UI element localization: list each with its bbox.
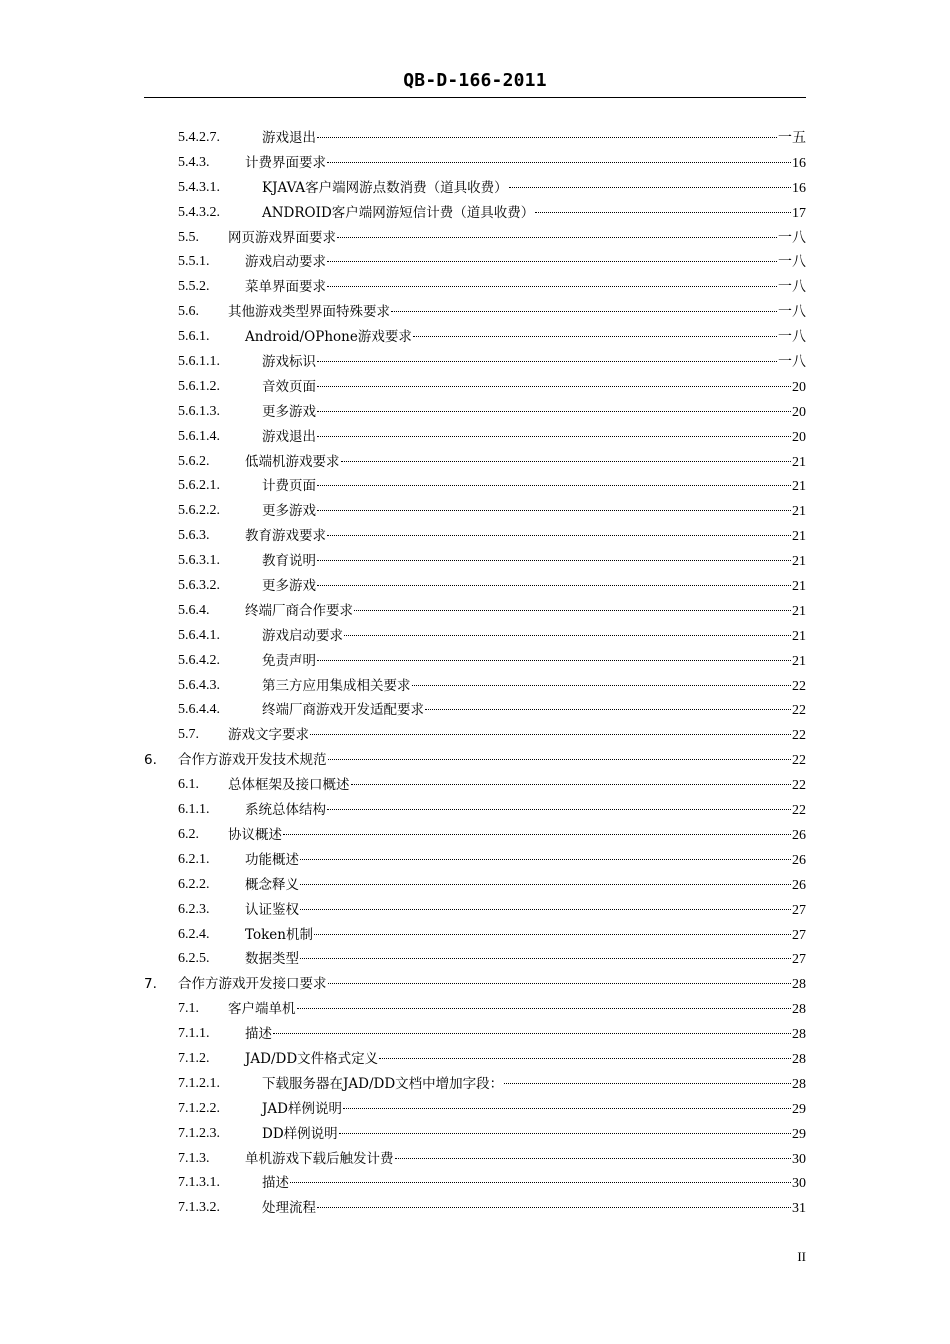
toc-entry-body bbox=[245, 798, 806, 824]
toc-dot-leader bbox=[413, 335, 777, 337]
toc-entry[interactable] bbox=[144, 923, 806, 948]
toc-entry-number: 6.1. bbox=[178, 777, 199, 793]
toc-entry-page: 一八 bbox=[778, 355, 806, 371]
toc-entry[interactable] bbox=[144, 250, 806, 275]
toc-entry[interactable] bbox=[144, 574, 806, 599]
toc-entry-title: 单机游戏下载后触发计费 bbox=[245, 1150, 394, 1167]
toc-entry[interactable] bbox=[144, 898, 806, 923]
toc-dot-leader bbox=[343, 1107, 791, 1109]
toc-entry-page: 30 bbox=[792, 1176, 806, 1192]
toc-entry-body bbox=[262, 649, 806, 675]
toc-entry-title: JAD样例说明 bbox=[262, 1100, 342, 1117]
toc-entry-title: 计费页面 bbox=[262, 478, 316, 495]
toc-entry-body bbox=[245, 151, 806, 177]
toc-entry[interactable] bbox=[144, 375, 806, 400]
toc-entry[interactable] bbox=[144, 474, 806, 499]
toc-dot-leader bbox=[354, 609, 791, 611]
toc-entry-page: 21 bbox=[792, 653, 806, 669]
toc-entry-number: 7.1.3.2. bbox=[178, 1200, 220, 1216]
toc-dot-leader bbox=[327, 161, 791, 163]
toc-entry[interactable] bbox=[144, 773, 806, 798]
toc-entry[interactable] bbox=[144, 151, 806, 176]
toc-dot-leader bbox=[314, 933, 791, 935]
toc-entry-page: 28 bbox=[792, 1051, 806, 1067]
toc-entry-page: 26 bbox=[792, 852, 806, 868]
toc-entry-page: 21 bbox=[792, 628, 806, 644]
toc-entry-title: 数据类型 bbox=[245, 951, 299, 968]
toc-entry-number: 5.6.1. bbox=[178, 329, 210, 345]
toc-entry[interactable] bbox=[144, 947, 806, 972]
toc-entry[interactable] bbox=[144, 300, 806, 325]
toc-entry-number: 6. bbox=[144, 752, 157, 769]
page-header bbox=[144, 70, 806, 98]
toc-entry-page: 28 bbox=[792, 1027, 806, 1043]
toc-entry-title: 教育游戏要求 bbox=[245, 528, 326, 545]
toc-entry-title: KJAVA客户端网游点数消费（道具收费） bbox=[262, 179, 508, 196]
toc-dot-leader bbox=[391, 310, 777, 312]
toc-dot-leader bbox=[317, 559, 791, 561]
toc-entry-body bbox=[245, 848, 806, 874]
toc-dot-leader bbox=[351, 783, 792, 785]
toc-entry-body bbox=[245, 524, 806, 550]
toc-dot-leader bbox=[412, 684, 792, 686]
toc-entry-number: 5.6.4.3. bbox=[178, 677, 220, 693]
toc-entry-title: 第三方应用集成相关要求 bbox=[262, 677, 411, 694]
toc-entry-body bbox=[262, 1196, 806, 1222]
toc-entry-title: 处理流程 bbox=[262, 1200, 316, 1217]
toc-entry[interactable] bbox=[144, 649, 806, 674]
toc-dot-leader bbox=[504, 1082, 791, 1084]
toc-entry-page: 28 bbox=[792, 977, 806, 993]
toc-entry-body bbox=[228, 723, 806, 749]
toc-entry[interactable] bbox=[144, 723, 806, 748]
toc-entry-page: 26 bbox=[792, 877, 806, 893]
toc-entry-number: 6.2.1. bbox=[178, 851, 210, 867]
toc-entry-body bbox=[228, 300, 806, 326]
toc-entry-title: 概念释义 bbox=[245, 876, 299, 893]
toc-entry[interactable] bbox=[144, 798, 806, 823]
toc-entry-title: 总体框架及接口概述 bbox=[228, 777, 350, 794]
toc-entry[interactable] bbox=[144, 674, 806, 699]
toc-entry-title: 认证鉴权 bbox=[245, 901, 299, 918]
toc-entry-number: 5.6.4.4. bbox=[178, 702, 220, 718]
toc-dot-leader bbox=[317, 410, 791, 412]
toc-entry-number: 5.6.3.2. bbox=[178, 578, 220, 594]
toc-entry-title: 游戏退出 bbox=[262, 428, 316, 445]
toc-entry-body bbox=[262, 1097, 806, 1123]
toc-dot-leader bbox=[273, 1032, 791, 1034]
toc-entry-body bbox=[245, 1147, 806, 1173]
toc-entry-body bbox=[262, 350, 806, 376]
toc-entry-number: 6.2.4. bbox=[178, 926, 210, 942]
toc-entry-page: 30 bbox=[792, 1151, 806, 1167]
toc-entry-title: 描述 bbox=[262, 1175, 289, 1192]
toc-entry[interactable] bbox=[144, 549, 806, 574]
toc-entry-page: 21 bbox=[792, 579, 806, 595]
document-code: QB-D-166-2011 bbox=[403, 70, 547, 91]
toc-entry-body bbox=[262, 624, 806, 650]
toc-entry[interactable] bbox=[144, 1196, 806, 1221]
toc-entry[interactable] bbox=[144, 823, 806, 848]
toc-entry-body bbox=[262, 1072, 806, 1098]
toc-entry-number: 5.4.3. bbox=[178, 154, 210, 170]
toc-entry-number: 5.6.1.2. bbox=[178, 378, 220, 394]
toc-entry-number: 5.4.3.1. bbox=[178, 179, 220, 195]
toc-entry-title: 教育说明 bbox=[262, 553, 316, 570]
toc-dot-leader bbox=[317, 659, 791, 661]
toc-entry-number: 6.2.3. bbox=[178, 901, 210, 917]
toc-entry-page: 22 bbox=[792, 728, 806, 744]
toc-entry[interactable] bbox=[144, 524, 806, 549]
toc-dot-leader bbox=[328, 982, 792, 984]
toc-entry-title: 游戏文字要求 bbox=[228, 727, 309, 744]
toc-entry-page: 27 bbox=[792, 952, 806, 968]
toc-entry[interactable] bbox=[144, 275, 806, 300]
toc-entry-number: 5.6.2.2. bbox=[178, 503, 220, 519]
page-number: II bbox=[797, 1249, 806, 1264]
toc-entry-title: 免责声明 bbox=[262, 652, 316, 669]
toc-entry[interactable] bbox=[144, 748, 806, 773]
toc-entry[interactable] bbox=[144, 176, 806, 201]
toc-dot-leader bbox=[327, 808, 791, 810]
toc-entry-title: 下载服务器在JAD/DD文档中增加字段： bbox=[262, 1075, 504, 1092]
toc-entry-number: 7.1.3. bbox=[178, 1150, 210, 1166]
toc-dot-leader bbox=[300, 908, 791, 910]
toc-entry-body bbox=[178, 972, 806, 998]
toc-entry-title: 游戏启动要求 bbox=[245, 254, 326, 271]
toc-entry-title: 更多游戏 bbox=[262, 503, 316, 520]
toc-entry-body bbox=[245, 325, 806, 351]
toc-entry-body bbox=[228, 226, 806, 252]
toc-entry-number: 6.1.1. bbox=[178, 802, 210, 818]
toc-entry-page: 一八 bbox=[778, 305, 806, 321]
toc-entry-title: 更多游戏 bbox=[262, 578, 316, 595]
toc-entry-number: 5.6.4.1. bbox=[178, 627, 220, 643]
toc-entry-body bbox=[245, 275, 806, 301]
toc-entry-page: 26 bbox=[792, 827, 806, 843]
toc-entry-number: 5.6.2. bbox=[178, 453, 210, 469]
toc-entry[interactable] bbox=[144, 499, 806, 524]
toc-entry-page: 29 bbox=[792, 1126, 806, 1142]
toc-dot-leader bbox=[337, 236, 777, 238]
toc-entry-title: JAD/DD文件格式定义 bbox=[245, 1050, 379, 1067]
toc-dot-leader bbox=[317, 509, 791, 511]
toc-dot-leader bbox=[341, 460, 792, 462]
toc-entry-number: 7. bbox=[144, 976, 157, 993]
toc-entry[interactable] bbox=[144, 599, 806, 624]
toc-entry[interactable] bbox=[144, 972, 806, 997]
toc-entry-title: ANDROID客户端网游短信计费（道具收费） bbox=[262, 204, 535, 221]
toc-entry-title: 网页游戏界面要求 bbox=[228, 229, 336, 246]
toc-entry-page: 20 bbox=[792, 379, 806, 395]
toc-dot-leader bbox=[300, 858, 791, 860]
toc-entry-body bbox=[245, 1047, 806, 1073]
toc-entry-title: 终端厂商合作要求 bbox=[245, 602, 353, 619]
toc-entry-number: 7.1.2.2. bbox=[178, 1100, 220, 1116]
toc-dot-leader bbox=[310, 733, 791, 735]
toc-entry-number: 5.6.3. bbox=[178, 528, 210, 544]
toc-entry-body bbox=[228, 997, 806, 1023]
toc-entry-title: 音效页面 bbox=[262, 378, 316, 395]
toc-entry-body bbox=[245, 250, 806, 276]
toc-entry-page: 一八 bbox=[778, 280, 806, 296]
toc-entry-page: 17 bbox=[792, 205, 806, 221]
toc-dot-leader bbox=[327, 260, 777, 262]
toc-entry-number: 5.7. bbox=[178, 727, 199, 743]
toc-entry-body bbox=[228, 773, 806, 799]
toc-dot-leader bbox=[339, 1132, 791, 1134]
toc-dot-leader bbox=[509, 186, 791, 188]
toc-entry-title: Token机制 bbox=[245, 926, 313, 943]
toc-entry-body bbox=[262, 549, 806, 575]
toc-dot-leader bbox=[317, 360, 777, 362]
toc-entry[interactable] bbox=[144, 226, 806, 251]
toc-entry-page: 22 bbox=[792, 678, 806, 694]
toc-entry-title: 游戏退出 bbox=[262, 130, 316, 146]
toc-entry[interactable] bbox=[144, 848, 806, 873]
toc-entry-body bbox=[245, 923, 806, 949]
toc-entry-page: 21 bbox=[792, 603, 806, 619]
toc-entry-number: 7.1.3.1. bbox=[178, 1175, 220, 1191]
toc-dot-leader bbox=[379, 1057, 791, 1059]
toc-entry-body bbox=[262, 574, 806, 600]
toc-entry-title: 合作方游戏开发接口要求 bbox=[178, 976, 327, 993]
toc-entry-body bbox=[262, 176, 806, 202]
toc-entry-title: 合作方游戏开发技术规范 bbox=[178, 752, 327, 769]
toc-entry[interactable] bbox=[144, 400, 806, 425]
toc-entry-title: 描述 bbox=[245, 1026, 272, 1043]
toc-entry-body bbox=[262, 1122, 806, 1148]
toc-entry[interactable] bbox=[144, 1022, 806, 1047]
toc-entry[interactable] bbox=[144, 997, 806, 1022]
toc-entry-title: 功能概述 bbox=[245, 851, 299, 868]
toc-entry-number: 5.6.4. bbox=[178, 602, 210, 618]
toc-dot-leader bbox=[317, 385, 791, 387]
toc-entry-page: 20 bbox=[792, 429, 806, 445]
toc-entry-number: 6.2.5. bbox=[178, 951, 210, 967]
toc-entry[interactable] bbox=[144, 1171, 806, 1196]
toc-entry[interactable] bbox=[144, 624, 806, 649]
toc-entry-page: 22 bbox=[792, 753, 806, 769]
toc-entry-number: 5.6.1.1. bbox=[178, 354, 220, 370]
toc-dot-leader bbox=[344, 634, 791, 636]
toc-entry-page: 21 bbox=[792, 479, 806, 495]
toc-entry-number: 5.5.1. bbox=[178, 254, 210, 270]
toc-entry-title: 协议概述 bbox=[228, 826, 282, 843]
toc-entry-body bbox=[245, 450, 806, 476]
toc-entry-page: 21 bbox=[792, 554, 806, 570]
toc-entry[interactable] bbox=[144, 873, 806, 898]
toc-entry[interactable] bbox=[144, 425, 806, 450]
toc-dot-leader bbox=[290, 1181, 791, 1183]
toc-entry-body bbox=[262, 674, 806, 700]
toc-entry-page: 22 bbox=[792, 803, 806, 819]
toc-entry-number: 7.1.2. bbox=[178, 1050, 210, 1066]
toc-entry[interactable] bbox=[144, 698, 806, 723]
toc-entry-number: 7.1.2.1. bbox=[178, 1075, 220, 1091]
toc-entry-body bbox=[262, 400, 806, 426]
toc-entry-page: 16 bbox=[792, 180, 806, 196]
toc-entry-number: 5.5.2. bbox=[178, 279, 210, 295]
toc-entry-body bbox=[245, 1022, 806, 1048]
toc-entry[interactable] bbox=[144, 201, 806, 226]
toc-entry[interactable] bbox=[144, 1047, 806, 1072]
toc-dot-leader bbox=[300, 883, 791, 885]
toc-entry-page: 一八 bbox=[778, 255, 806, 271]
toc-entry-body bbox=[178, 748, 806, 774]
toc-entry-title: DD样例说明 bbox=[262, 1125, 338, 1142]
toc-dot-leader bbox=[317, 1206, 791, 1208]
toc-entry-title: 其他游戏类型界面特殊要求 bbox=[228, 304, 390, 321]
toc-dot-leader bbox=[328, 758, 792, 760]
toc-entry-page: 22 bbox=[792, 703, 806, 719]
toc-entry-body bbox=[228, 823, 806, 849]
toc-entry[interactable] bbox=[144, 1147, 806, 1172]
toc-entry-number: 7.1.1. bbox=[178, 1026, 210, 1042]
toc-entry-number: 5.6.3.1. bbox=[178, 553, 220, 569]
toc-entry-page: 28 bbox=[792, 1002, 806, 1018]
toc-entry-number: 5.6.1.4. bbox=[178, 428, 220, 444]
toc-entry-title: 系统总体结构 bbox=[245, 802, 326, 819]
toc-entry-page: 29 bbox=[792, 1101, 806, 1117]
toc-dot-leader bbox=[425, 708, 791, 710]
toc-entry-number: 5.6.2.1. bbox=[178, 478, 220, 494]
toc-entry-body bbox=[245, 898, 806, 924]
toc-entry[interactable] bbox=[144, 1122, 806, 1147]
toc-entry-body bbox=[262, 499, 806, 525]
toc-entry-number: 5.4.2.7. bbox=[178, 130, 220, 145]
toc-entry-body bbox=[262, 425, 806, 451]
toc-entry-title: 游戏标识 bbox=[262, 354, 316, 371]
toc-entry-body bbox=[245, 873, 806, 899]
toc-entry-number: 5.6. bbox=[178, 304, 199, 320]
toc-dot-leader bbox=[317, 435, 791, 437]
toc-entry-body bbox=[262, 1171, 806, 1197]
toc-entry-page: 一八 bbox=[778, 330, 806, 346]
toc-dot-leader bbox=[300, 957, 791, 959]
toc-entry-body bbox=[262, 201, 806, 227]
toc-entry-body bbox=[245, 599, 806, 625]
toc-entry-title: 菜单界面要求 bbox=[245, 279, 326, 296]
toc-entry-page: 22 bbox=[792, 778, 806, 794]
toc-entry[interactable] bbox=[144, 1072, 806, 1097]
toc-entry-page: 一八 bbox=[778, 230, 806, 246]
toc-dot-leader bbox=[317, 484, 791, 486]
toc-entry-number: 5.4.3.2. bbox=[178, 204, 220, 220]
toc-entry-page: 20 bbox=[792, 404, 806, 420]
toc-entry[interactable] bbox=[144, 450, 806, 475]
toc-entry-title: 更多游戏 bbox=[262, 403, 316, 420]
toc-entry-number: 5.6.4.2. bbox=[178, 652, 220, 668]
toc-entry-number: 7.1.2.3. bbox=[178, 1125, 220, 1141]
toc-entry-title: Android/OPhone游戏要求 bbox=[245, 329, 412, 346]
toc-entry-title: 客户端单机 bbox=[228, 1001, 296, 1018]
toc-entry-title: 终端厂商游戏开发适配要求 bbox=[262, 702, 424, 719]
toc-entry[interactable] bbox=[144, 325, 806, 350]
toc-entry-page: 21 bbox=[792, 454, 806, 470]
toc-entry-page: 21 bbox=[792, 529, 806, 545]
toc-entry-page: 16 bbox=[792, 155, 806, 171]
toc-entry[interactable] bbox=[144, 350, 806, 375]
toc-dot-leader bbox=[327, 285, 777, 287]
toc-entry-page: 21 bbox=[792, 504, 806, 520]
toc-entry-number: 5.6.1.3. bbox=[178, 403, 220, 419]
table-of-contents bbox=[144, 126, 806, 1221]
toc-dot-leader bbox=[297, 1007, 792, 1009]
toc-entry-page: 28 bbox=[792, 1076, 806, 1092]
toc-entry-page: 27 bbox=[792, 927, 806, 943]
toc-entry-page: 27 bbox=[792, 902, 806, 918]
toc-dot-leader bbox=[535, 211, 791, 213]
toc-entry[interactable] bbox=[144, 1097, 806, 1122]
toc-entry-number: 6.2. bbox=[178, 826, 199, 842]
toc-dot-leader bbox=[317, 584, 791, 586]
toc-entry-title: 计费界面要求 bbox=[245, 154, 326, 171]
toc-dot-leader bbox=[283, 833, 791, 835]
toc-entry-number: 5.5. bbox=[178, 229, 199, 245]
toc-entry-body bbox=[262, 375, 806, 401]
toc-entry-body bbox=[245, 947, 806, 973]
toc-entry-title: 低端机游戏要求 bbox=[245, 453, 340, 470]
toc-entry-number: 6.2.2. bbox=[178, 876, 210, 892]
toc-dot-leader bbox=[395, 1157, 792, 1159]
toc-entry-body bbox=[262, 126, 806, 152]
toc-entry-body bbox=[262, 698, 806, 724]
toc-entry-number: 7.1. bbox=[178, 1001, 199, 1017]
toc-entry-title: 游戏启动要求 bbox=[262, 627, 343, 644]
toc-entry[interactable] bbox=[144, 126, 806, 151]
toc-dot-leader bbox=[327, 534, 791, 536]
toc-entry-page: 一五 bbox=[778, 131, 806, 146]
toc-dot-leader bbox=[317, 136, 777, 138]
toc-entry-page: 31 bbox=[792, 1201, 806, 1217]
toc-entry-body bbox=[262, 474, 806, 500]
